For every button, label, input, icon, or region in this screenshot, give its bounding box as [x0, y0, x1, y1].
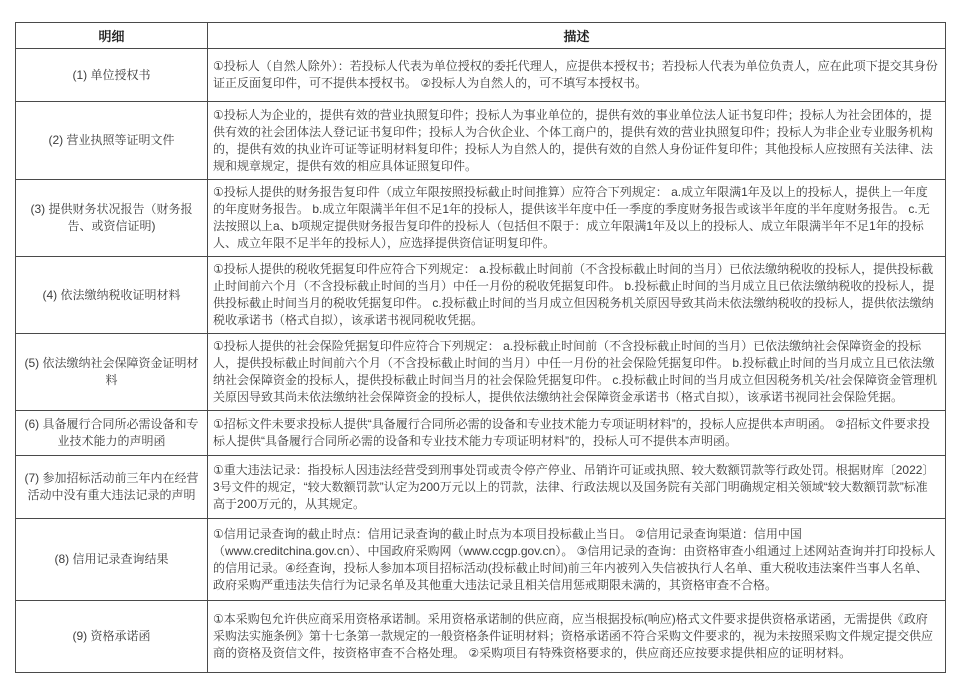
table-row: [16, 519, 946, 601]
description-cell: ①重大违法记录：指投标人因违法经营受到刑事处罚或责令停产停业、吊销许可证或执照、较大数额罚款等行政处罚。根据财库〔2022〕3号文件的规定，“较大数额罚款”认定为200万元以上的罚款，法律、行政法规以及国务院有关部门明确规定相关领域“较大数额罚款”标准高于200万元的，从其规定。: [208, 456, 946, 519]
description-cell: ①信用记录查询的截止时点：信用记录查询的截止时点为本项目投标截止当日。 ②信用记录查询渠道：信用中国（www.creditchina.gov.cn）、中国政府采购网（www.ccgp.gov.cn）。 ③信用记录的查询：由资格审查小组通过上述网站查询并打印投标人的信用记录。④经查询，投标人参加本项目招标活动(投标截止时间)前三年内被列入失信被执行人名单、重大税收违法案件当事人名单、政府采购严重违法失信行为记录名单及其他重大违法记录且相关信用惩戒期限未满的，其资格审查不合格。: [208, 519, 946, 601]
item-cell: (7) 参加招标活动前三年内在经营活动中没有重大违法记录的声明: [16, 456, 208, 519]
description-cell: ①投标人提供的财务报告复印件（成立年限按照投标截止时间推算）应符合下列规定： a.成立年限满1年及以上的投标人，提供上一年度的年度财务报告。 b.成立年限满半年但不足1年的投标人，提供该半年度中任一季度的季度财务报告或该半年度的半年度财务报告。 c.无法按照以上a、b项规定提供财务报告复印件的投标人（包括但不限于：成立年限满1年及以上的投标人、成立年限满半年不足1年的投标人、成立年限不足半年的投标人），应选择提供资信证明复印件。: [208, 180, 946, 257]
table-row: [16, 49, 946, 102]
table-row: [16, 257, 946, 334]
table-row: [16, 601, 946, 673]
description-cell: ①招标文件未要求投标人提供“具备履行合同所必需的设备和专业技术能力专项证明材料”的，投标人应提供本声明函。 ②招标文件要求投标人提供“具备履行合同所必需的设备和专业技术能力专项证明材料”的，投标人可不提供本声明函。: [208, 411, 946, 456]
table-row: [16, 102, 946, 180]
table-row: [16, 180, 946, 257]
item-cell: (4) 依法缴纳税收证明材料: [16, 257, 208, 334]
header-row: [16, 23, 946, 49]
item-cell: (1) 单位授权书: [16, 49, 208, 102]
description-cell: ①投标人（自然人除外）：若投标人代表为单位授权的委托代理人，应提供本授权书；若投标人代表为单位负责人，应在此项下提交其身份证正反面复印件，可不提供本授权书。 ②投标人为自然人的，可不填写本授权书。: [208, 49, 946, 102]
item-cell: (5) 依法缴纳社会保障资金证明材料: [16, 334, 208, 411]
qualification-requirements-table: [15, 22, 946, 673]
table-row: [16, 411, 946, 456]
item-cell: (2) 营业执照等证明文件: [16, 102, 208, 180]
column-header-detail: 明细: [16, 23, 208, 49]
item-cell: (6) 具备履行合同所必需设备和专业技术能力的声明函: [16, 411, 208, 456]
item-cell: (9) 资格承诺函: [16, 601, 208, 673]
description-cell: ①本采购包允许供应商采用资格承诺制。采用资格承诺制的供应商，应当根据投标(响应)格式文件要求提供资格承诺函，无需提供《政府采购法实施条例》第十七条第一款规定的一般资格条件证明材料；资格承诺函不符合采购文件要求的，视为未按照采购文件规定提交供应商的资格及资信文件，按资格审查不合格处理。 ②采购项目有特殊资格要求的，供应商还应按要求提供相应的证明材料。: [208, 601, 946, 673]
description-cell: ①投标人提供的税收凭据复印件应符合下列规定： a.投标截止时间前（不含投标截止时间的当月）已依法缴纳税收的投标人，提供投标截止时间前六个月（不含投标截止时间的当月）中任一月份的税收凭据复印件。 b.投标截止时间的当月成立且已依法缴纳税收的投标人，提供投标截止时间当月的税收凭据复印件。 c.投标截止时间的当月成立但因税务机关原因导致其尚未依法缴纳税收的投标人，提供依法缴纳税收承诺书（格式自拟），该承诺书视同税收凭据。: [208, 257, 946, 334]
item-cell: (8) 信用记录查询结果: [16, 519, 208, 601]
item-cell: (3) 提供财务状况报告（财务报告、或资信证明): [16, 180, 208, 257]
table-row: [16, 334, 946, 411]
column-header-description: 描述: [208, 23, 946, 49]
description-cell: ①投标人提供的社会保险凭据复印件应符合下列规定： a.投标截止时间前（不含投标截止时间的当月）已依法缴纳社会保障资金的投标人，提供投标截止时间前六个月（不含投标截止时间的当月）中任一月份的社会保险凭据复印件。 b.投标截止时间的当月成立且已依法缴纳社会保障资金的投标人，提供投标截止时间当月的社会保险凭据复印件。 c.投标截止时间的当月成立但因税务机关/社会保障资金管理机关原因导致其尚未依法缴纳社会保障资金的投标人，提供依法缴纳社会保障资金承诺书（格式自拟），该承诺书视同社会保险凭据。: [208, 334, 946, 411]
table-row: [16, 456, 946, 519]
description-cell: ①投标人为企业的，提供有效的营业执照复印件；投标人为事业单位的，提供有效的事业单位法人证书复印件；投标人为社会团体的，提供有效的社会团体法人登记证书复印件；投标人为合伙企业、个体工商户的，提供有效的营业执照复印件；投标人为非企业专业服务机构的，提供有效的执业许可证等证明材料复印件；投标人为自然人的，提供有效的自然人身份证件复印件；其他投标人应按照有关法律、法规和规章规定，提供有效的相应具体证照复印件。: [208, 102, 946, 180]
